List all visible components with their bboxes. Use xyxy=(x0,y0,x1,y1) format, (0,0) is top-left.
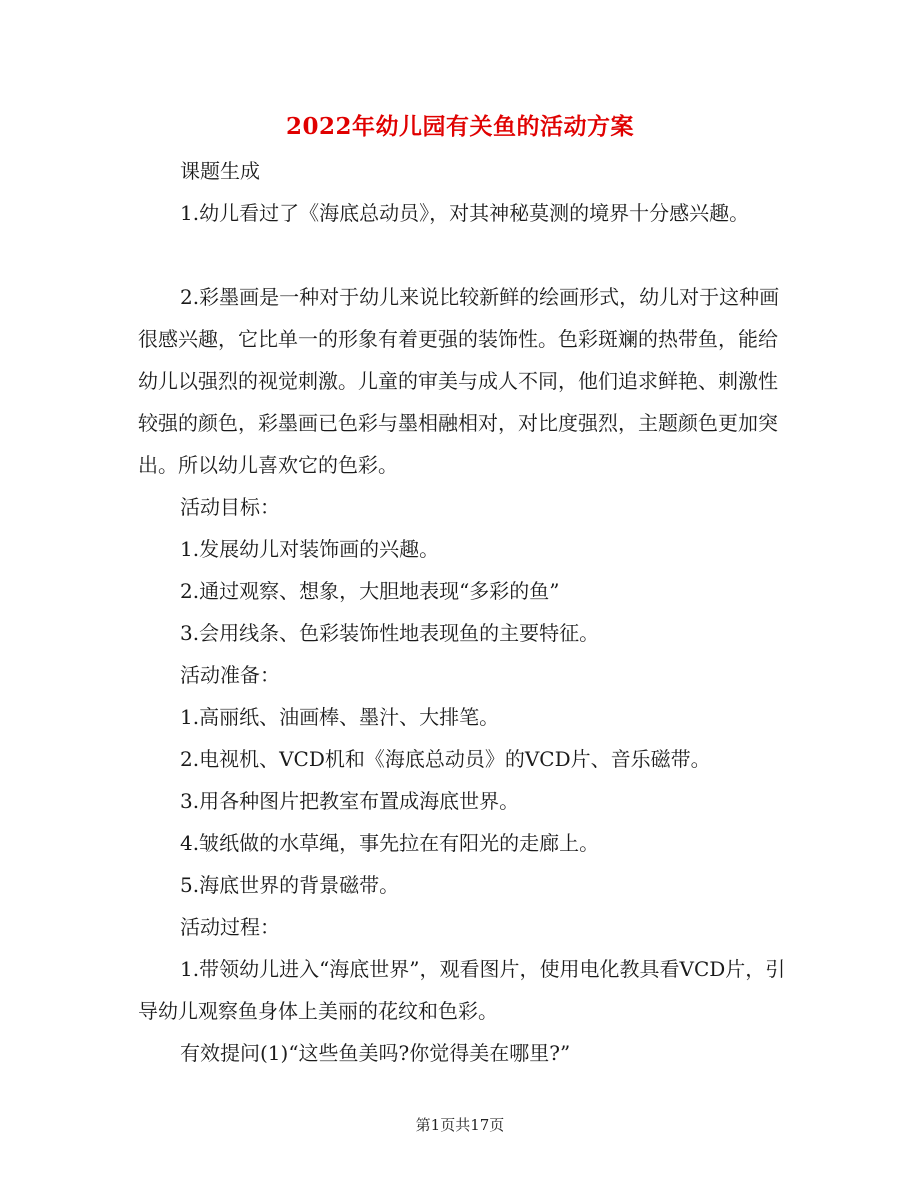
heading-goals: 活动目标： xyxy=(180,495,280,519)
prep-item-3: 3.用各种图片把教室布置成海底世界。 xyxy=(180,789,520,813)
heading-process: 活动过程： xyxy=(180,915,280,939)
prep-item-1: 1.高丽纸、油画棒、墨汁、大排笔。 xyxy=(180,705,500,729)
page-title: 2022年幼儿园有关鱼的活动方案 xyxy=(285,113,634,140)
paragraph-origin-1: 1.幼儿看过了《海底总动员》，对其神秘莫测的境界十分感兴趣。 xyxy=(180,201,750,225)
process-item-1: 1.带领幼儿进入“海底世界”，观看图片，使用电化教具看VCD片，引导幼儿观察鱼身体上美丽的花纹和色彩。 xyxy=(138,957,786,1023)
heading-prep: 活动准备： xyxy=(180,663,280,687)
question-1: 有效提问(1)“这些鱼美吗?你觉得美在哪里?” xyxy=(180,1041,571,1065)
heading-origin: 课题生成 xyxy=(180,159,260,183)
goal-item-3: 3.会用线条、色彩装饰性地表现鱼的主要特征。 xyxy=(180,621,600,645)
prep-item-4: 4.皱纸做的水草绳，事先拉在有阳光的走廊上。 xyxy=(180,831,600,855)
goal-item-2: 2.通过观察、想象，大胆地表现“多彩的鱼” xyxy=(180,579,560,603)
page-number: 第1页共17页 xyxy=(415,1116,505,1134)
prep-item-5: 5.海底世界的背景磁带。 xyxy=(180,873,400,897)
goal-item-1: 1.发展幼儿对装饰画的兴趣。 xyxy=(180,537,440,561)
prep-item-2: 2.电视机、VCD机和《海底总动员》的VCD片、音乐磁带。 xyxy=(180,747,711,771)
paragraph-origin-2: 2.彩墨画是一种对于幼儿来说比较新鲜的绘画形式，幼儿对于这种画很感兴趣，它比单一的形象有着更强的装饰性。色彩斑斓的热带鱼，能给幼儿以强烈的视觉刺激。儿童的审美与成人不同，他们追求鲜艳、刺激性较强的颜色，彩墨画已色彩与墨相融相对，对比度强烈，主题颜色更加突出。所以幼儿喜欢它的色彩。 xyxy=(138,285,780,477)
